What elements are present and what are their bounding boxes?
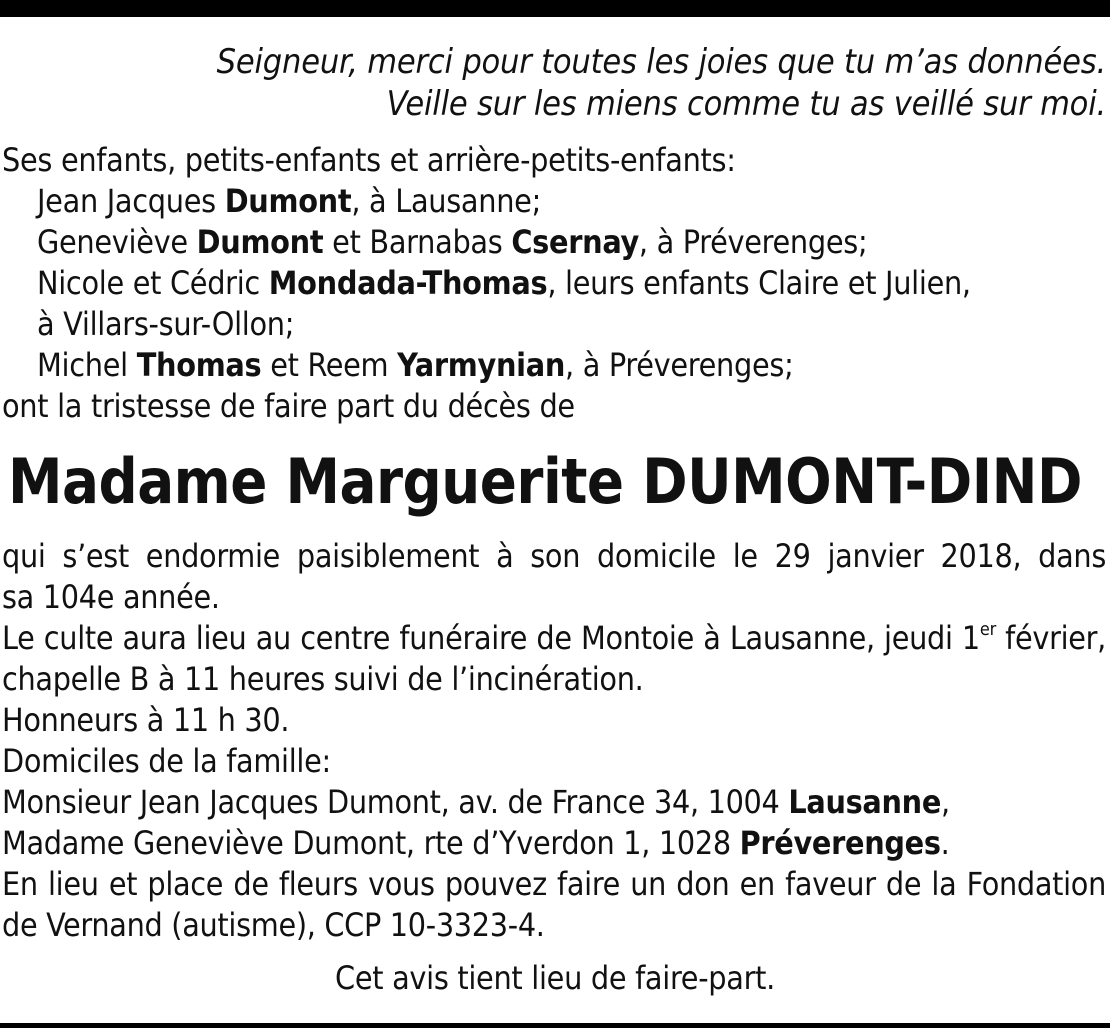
family-intro: Ses enfants, petits-enfants et arrière-petits-enfants: — [2, 141, 736, 179]
location: , à Préverenges; — [565, 346, 794, 384]
epigraph-quote — [217, 41, 1106, 125]
family-list — [2, 140, 971, 427]
deceased-name: Madame Marguerite DUMONT-DIND — [8, 445, 1082, 518]
bottom-rule — [0, 1023, 1110, 1028]
donation-line-2: de Vernand (autisme), CCP 10-3323-4. — [2, 906, 545, 944]
domiciles-heading: Domiciles de la famille: — [2, 742, 331, 780]
first-name: Jean Jacques — [37, 182, 225, 220]
quote-line-1: Seigneur, merci pour toutes les joies que tu m’as données. — [216, 42, 1106, 82]
family-member-continued: à Villars-sur-Ollon; — [37, 305, 295, 343]
passing-line-2: sa 104e année. — [2, 578, 220, 616]
location: , à Préverenges; — [638, 223, 868, 261]
service-line-1: Le culte aura lieu au centre funéraire de Montoie à Lausanne, jeudi 1er février, — [2, 619, 1106, 657]
honours-line: Honneurs à 11 h 30. — [2, 701, 290, 739]
partner-name: et Barnabas — [323, 223, 512, 261]
quote-line-2: Veille sur les miens comme tu as veillé sur moi. — [386, 84, 1106, 124]
family-member — [2, 181, 971, 222]
last-name: Yarmynian — [397, 346, 566, 384]
notice-body — [2, 536, 1108, 946]
family-member — [2, 222, 971, 263]
top-rule — [0, 0, 1110, 17]
last-name: Mondada-Thomas — [268, 264, 548, 302]
last-name: Dumont — [196, 223, 324, 261]
service-line-2: chapelle B à 11 heures suivi de l’incinération. — [2, 660, 644, 698]
passing-line-1: qui s’est endormie paisiblement à son domicile le 29 janvier 2018, dans — [2, 537, 1106, 575]
first-name: Nicole et Cédric — [37, 264, 269, 302]
first-name: Geneviève — [37, 223, 197, 261]
last-name: Dumont — [224, 182, 352, 220]
location: , à Lausanne; — [351, 182, 541, 220]
family-outro: ont la tristesse de faire part du décès de — [2, 387, 575, 425]
address-2: Madame Geneviève Dumont, rte d’Yverdon 1, 1028 Préverenges. — [2, 824, 950, 862]
address-1: Monsieur Jean Jacques Dumont, av. de France 34, 1004 Lausanne, — [2, 783, 950, 821]
donation-line-1: En lieu et place de fleurs vous pouvez faire un don en faveur de la Fondation — [2, 865, 1106, 903]
closing-line: Cet avis tient lieu de faire-part. — [335, 959, 775, 997]
last-name: Thomas — [136, 346, 262, 384]
family-member — [2, 345, 971, 386]
partner-name: et Reem — [261, 346, 398, 384]
family-member — [2, 263, 971, 304]
first-name: Michel — [37, 346, 137, 384]
children: , leurs enfants Claire et Julien, — [547, 264, 971, 302]
last-name: Csernay — [511, 223, 639, 261]
